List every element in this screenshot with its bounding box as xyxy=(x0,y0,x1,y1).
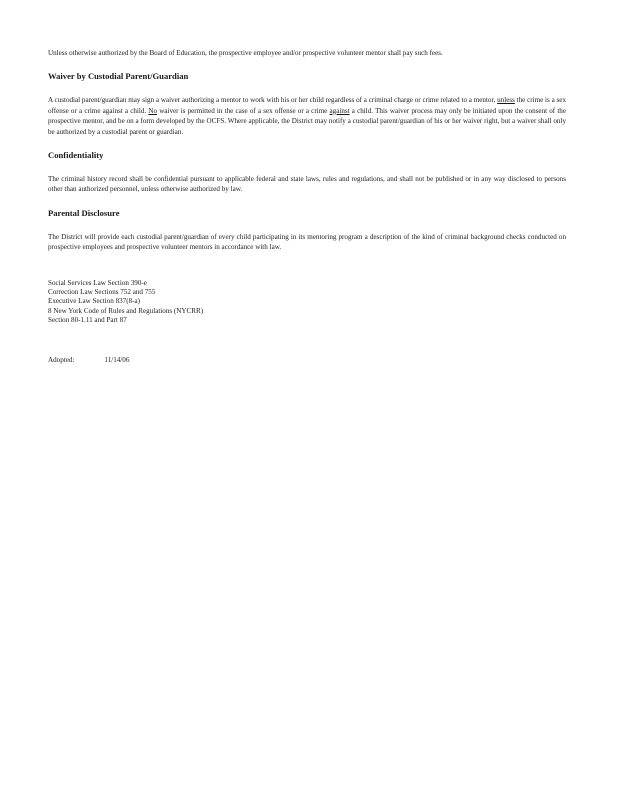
reference-line: Section 80-1.11 and Part 87 xyxy=(48,316,127,325)
parental-disclosure-heading: Parental Disclosure xyxy=(48,207,120,218)
parental-disclosure-paragraph: The District will provide each custodial parent/guardian of every child participating in its mentoring program a description of the kind of criminal background checks conducted on prospective employees and prospective volunteer mentors in accordance with law. xyxy=(48,232,566,252)
intro-section xyxy=(48,48,566,58)
waiver-unless: unless xyxy=(497,96,515,105)
waiver-text-1: A custodial parent/guardian may sign a waiver authorizing a mentor to work with his or her child regardless of a criminal charge or crime related to a mentor, xyxy=(48,96,498,105)
waiver-paragraph xyxy=(48,95,566,137)
reference-line: Executive Law Section 837(8-a) xyxy=(48,297,140,306)
reference-line: Social Services Law Section 390-e xyxy=(48,278,147,287)
reference-line: Correction Law Sections 752 and 755 xyxy=(48,288,156,297)
parental-disclosure-section xyxy=(48,208,566,253)
waiver-text-3: waiver is permitted in the case of a sex offense or a crime xyxy=(157,106,330,115)
waiver-text-4: a child. This waiver process may only be initiated upon the consent of the prospective mentor, and be on a form developed by the OCFS. Where applicable, the District may notify a custodial parent/guardian of his or her waiver right, but a waiver shall only be authorized by a custodial parent or guardian. xyxy=(48,106,567,136)
waiver-section xyxy=(48,71,566,137)
intro-paragraph: Unless otherwise authorized by the Board of Education, the prospective employee and/or prospective volunteer mentor shall pay such fees. xyxy=(48,49,443,57)
confidentiality-section xyxy=(48,150,566,195)
adopted-line xyxy=(48,356,566,364)
confidentiality-heading: Confidentiality xyxy=(48,150,104,161)
confidentiality-paragraph: The criminal history record shall be confidential pursuant to applicable federal and state laws, rules and regulations, and shall not be published or in any way disclosed to persons other than authorized personnel, unless otherwise authorized by law. xyxy=(48,175,566,194)
legal-references xyxy=(48,279,566,326)
waiver-no: No xyxy=(148,106,158,115)
adopted-date: 11/14/06 xyxy=(104,355,130,364)
waiver-text-2: the crime is a sex offense or a crime against a child. xyxy=(48,96,566,115)
reference-line: 8 New York Code of Rules and Regulations (NYCRR) xyxy=(48,306,204,315)
waiver-against: against xyxy=(329,106,350,115)
waiver-heading: Waiver by Custodial Parent/Guardian xyxy=(48,71,189,82)
adopted-label: Adopted: xyxy=(48,355,75,364)
